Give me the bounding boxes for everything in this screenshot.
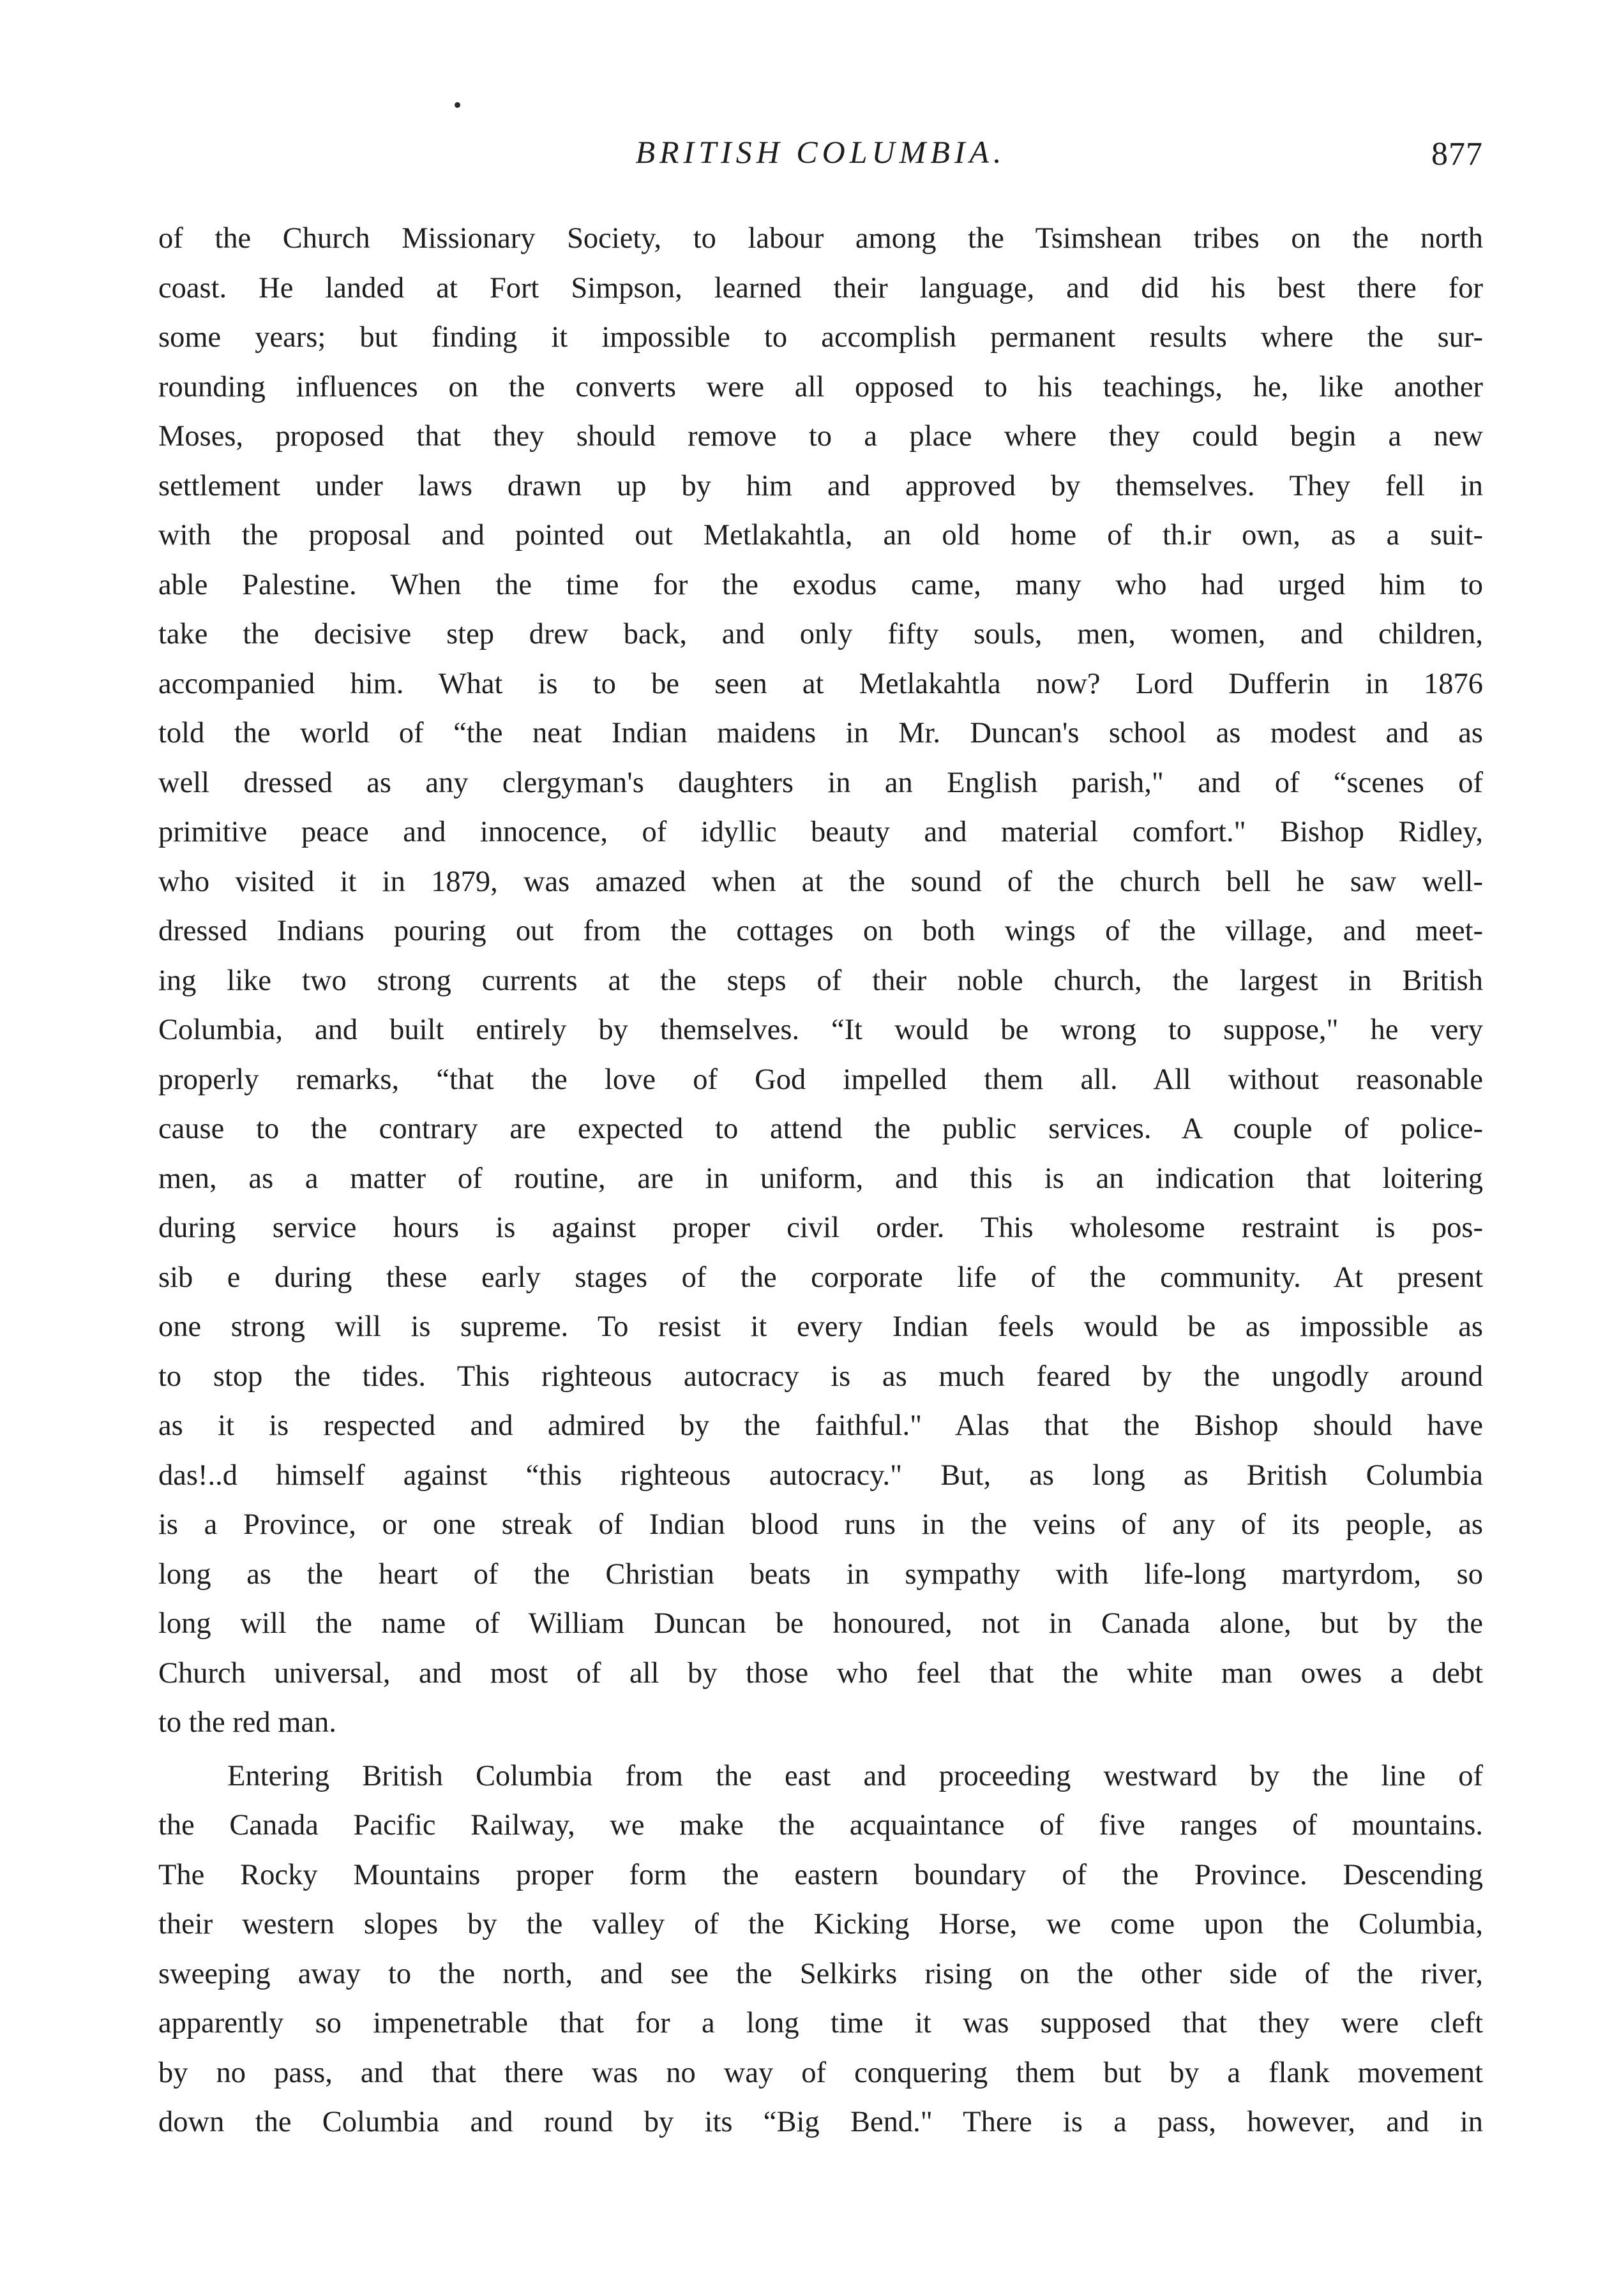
- text-line: some years; but finding it impossible to accomplish permanent results where the sur-: [158, 321, 1483, 354]
- text-line: das!..d himself against “this righteous autocracy." But, as long as British Columbia: [158, 1459, 1483, 1492]
- text-line: to the red man.: [158, 1706, 336, 1739]
- text-line: rounding influences on the converts were all opposed to his teachings, he, like another: [158, 370, 1483, 403]
- text-line: down the Columbia and round by its “Big Bend." There is a pass, however, and in: [158, 2106, 1483, 2138]
- running-head: [158, 126, 1483, 177]
- text-line: who visited it in 1879, was amazed when at the sound of the church bell he saw well-: [158, 865, 1483, 898]
- text-line: The Rocky Mountains proper form the eastern boundary of the Province. Descending: [158, 1858, 1483, 1891]
- text-line: is a Province, or one streak of Indian blood runs in the veins of any of its people, as: [158, 1508, 1483, 1541]
- text-line: to stop the tides. This righteous autocracy is as much feared by the ungodly around: [158, 1360, 1483, 1393]
- ink-speck: [455, 102, 460, 108]
- text-line: properly remarks, “that the love of God impelled them all. All without reasonable: [158, 1063, 1483, 1096]
- text-line: their western slopes by the valley of the Kicking Horse, we come upon the Columbia,: [158, 1908, 1483, 1940]
- text-line: the Canada Pacific Railway, we make the acquaintance of five ranges of mountains.: [158, 1809, 1483, 1842]
- paragraph: [158, 214, 1483, 1748]
- paragraph: [158, 1752, 1483, 2147]
- text-line: accompanied him. What is to be seen at Metlakahtla now? Lord Dufferin in 1876: [158, 667, 1483, 700]
- body-text: [158, 214, 1483, 2147]
- text-line: one strong will is supreme. To resist it every Indian feels would be as impossible as: [158, 1310, 1483, 1343]
- text-line: primitive peace and innocence, of idyllic beauty and material comfort." Bishop Ridley,: [158, 816, 1483, 848]
- text-line: long as the heart of the Christian beats in sympathy with life-long martyrdom, so: [158, 1557, 1483, 1591]
- text-line: dressed Indians pouring out from the cottages on both wings of the village, and meet-: [158, 915, 1483, 947]
- text-line: as it is respected and admired by the faithful." Alas that the Bishop should have: [158, 1409, 1483, 1442]
- text-line: long will the name of William Duncan be honoured, not in Canada alone, but by the: [158, 1607, 1483, 1640]
- page-number: 877: [1431, 136, 1483, 172]
- text-line: settlement under laws drawn up by him and approved by themselves. They fell in: [158, 469, 1483, 502]
- text-line: told the world of “the neat Indian maidens in Mr. Duncan's school as modest and as: [158, 717, 1483, 749]
- text-line: apparently so impenetrable that for a long time it was supposed that they were cleft: [158, 2007, 1483, 2039]
- text-line: by no pass, and that there was no way of conquering them but by a flank movement: [158, 2056, 1483, 2089]
- text-line: coast. He landed at Fort Simpson, learned their language, and did his best there for: [158, 271, 1483, 304]
- text-line: during service hours is against proper civil order. This wholesome restraint is pos-: [158, 1212, 1483, 1244]
- text-line: men, as a matter of routine, are in uniform, and this is an indication that loitering: [158, 1162, 1483, 1195]
- text-line: sweeping away to the north, and see the Selkirks rising on the other side of the river,: [158, 1957, 1483, 1990]
- text-line: Columbia, and built entirely by themselves. “It would be wrong to suppose," he very: [158, 1014, 1483, 1046]
- running-title: BRITISH COLUMBIA.: [635, 134, 1006, 170]
- text-line: of the Church Missionary Society, to labour among the Tsimshean tribes on the north: [158, 222, 1483, 255]
- text-line: Entering British Columbia from the east and proceeding westward by the line of: [227, 1759, 1483, 1792]
- text-line: take the decisive step drew back, and only fifty souls, men, women, and children,: [158, 618, 1483, 650]
- text-line: sib e during these early stages of the corporate life of the community. At present: [158, 1261, 1483, 1294]
- text-line: Church universal, and most of all by those who feel that the white man owes a debt: [158, 1656, 1483, 1690]
- text-line: Moses, proposed that they should remove to a place where they could begin a new: [158, 420, 1483, 453]
- text-line: well dressed as any clergyman's daughters in an English parish," and of “scenes of: [158, 766, 1483, 799]
- text-line: cause to the contrary are expected to attend the public services. A couple of police-: [158, 1113, 1483, 1145]
- text-line: able Palestine. When the time for the exodus came, many who had urged him to: [158, 568, 1483, 601]
- text-line: with the proposal and pointed out Metlakahtla, an old home of th.ir own, as a suit-: [158, 519, 1483, 551]
- text-line: ing like two strong currents at the steps of their noble church, the largest in British: [158, 964, 1483, 997]
